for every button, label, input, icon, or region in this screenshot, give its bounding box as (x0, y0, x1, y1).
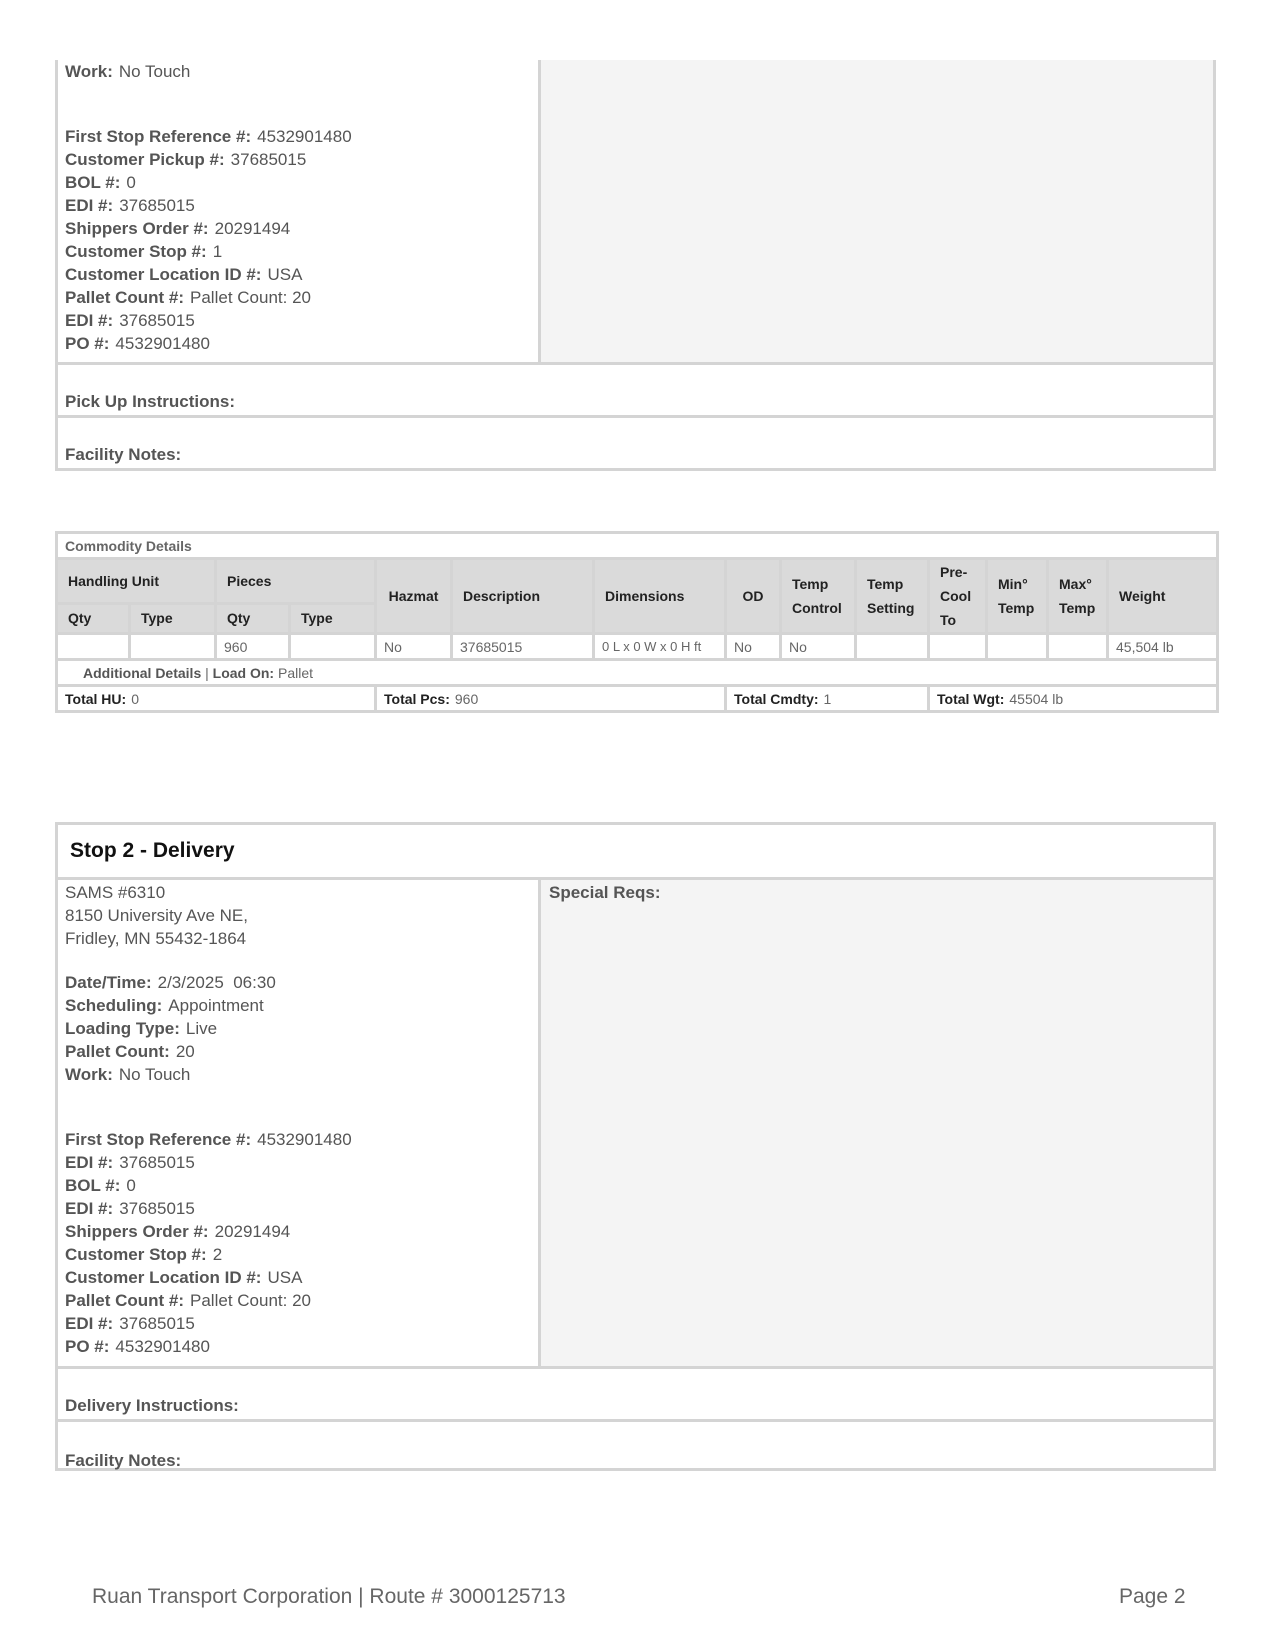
pieces-type-header: Type (290, 603, 376, 633)
description-cell: 37685015 (452, 634, 594, 660)
hu-type-header: Type (130, 603, 216, 633)
reference-row: EDI #: 37685015 (65, 1314, 195, 1333)
reference-row: Customer Location ID #: USA (65, 1268, 303, 1287)
temp-control-cell: No (781, 634, 856, 660)
detail-row: Date/Time: 2/3/2025 06:30 (65, 973, 276, 992)
totals-row (57, 686, 1218, 712)
precool-cell (929, 634, 987, 660)
pieces-type-cell (290, 634, 376, 660)
stop2-left-column (58, 880, 541, 1366)
total-cmdty: Total Cmdty: 1 (726, 686, 929, 712)
commodity-panel (55, 531, 1216, 713)
divider (58, 1419, 1213, 1422)
reference-row: Shippers Order #: 20291494 (65, 1222, 291, 1241)
reference-row: First Stop Reference #: 4532901480 (65, 127, 352, 146)
reference-row: Customer Location ID #: USA (65, 265, 303, 284)
description-header: Description (452, 559, 594, 634)
stop1-reference-list (65, 125, 538, 355)
detail-row: Loading Type: Live (65, 1019, 218, 1038)
weight-cell: 45,504 lb (1108, 634, 1218, 660)
precool-header: Pre-Cool To (929, 559, 987, 634)
handling-unit-header: Handling Unit (57, 559, 216, 604)
hazmat-header: Hazmat (376, 559, 452, 634)
weight-header: Weight (1108, 559, 1218, 634)
total-wgt: Total Wgt: 45504 lb (929, 686, 1218, 712)
temp-control-header: Temp Control (781, 559, 856, 634)
reference-row: EDI #: 37685015 (65, 1199, 195, 1218)
pieces-qty-header: Qty (216, 603, 290, 633)
stop2-title: Stop 2 - Delivery (58, 825, 1213, 880)
stop1-panel (55, 60, 1216, 471)
reference-row: PO #: 4532901480 (65, 1337, 210, 1356)
stop1-special-reqs-area (541, 60, 1213, 362)
stop2-address: SAMS #6310 8150 University Ave NE, Fridley, MN 55432-1864 (65, 883, 248, 948)
reference-row: EDI #: 37685015 (65, 1153, 195, 1172)
hu-qty-cell (57, 634, 130, 660)
dimensions-header: Dimensions (594, 559, 726, 634)
reference-row: EDI #: 37685015 (65, 311, 195, 330)
stop1-work: Work: No Touch (65, 62, 191, 81)
temp-setting-header: Temp Setting (856, 559, 929, 634)
reference-row: Customer Stop #: 2 (65, 1245, 223, 1264)
od-cell: No (726, 634, 781, 660)
stop2-details (65, 971, 538, 1086)
divider (58, 1366, 1213, 1369)
hazmat-cell: No (376, 634, 452, 660)
stop2-reference-list (65, 1128, 538, 1358)
reference-row: Pallet Count #: Pallet Count: 20 (65, 288, 311, 307)
divider (58, 362, 1213, 365)
od-header: OD (726, 559, 781, 634)
stop1-left-column (58, 60, 541, 362)
detail-row: Pallet Count: 20 (65, 1042, 195, 1061)
pickup-instructions-label: Pick Up Instructions: (65, 392, 236, 411)
detail-row: Work: No Touch (65, 1065, 191, 1084)
stop2-special-reqs-area (541, 880, 1213, 1366)
reference-row: PO #: 4532901480 (65, 334, 210, 353)
footer-company-route: Ruan Transport Corporation | Route # 3000125713 (92, 1585, 566, 1608)
pieces-qty-cell: 960 (216, 634, 290, 660)
reference-row: Shippers Order #: 20291494 (65, 219, 291, 238)
total-pcs: Total Pcs: 960 (376, 686, 726, 712)
hu-type-cell (130, 634, 216, 660)
max-temp-cell (1048, 634, 1108, 660)
facility-notes-label: Facility Notes: (65, 1451, 182, 1470)
min-temp-cell (987, 634, 1048, 660)
pieces-header: Pieces (216, 559, 376, 604)
table-row (57, 634, 1218, 660)
reference-row: BOL #: 0 (65, 173, 136, 192)
delivery-instructions-label: Delivery Instructions: (65, 1396, 239, 1415)
additional-details: Additional Details | Load On: Pallet (57, 660, 1218, 686)
hu-qty-header: Qty (57, 603, 130, 633)
divider (58, 415, 1213, 418)
stop2-body (58, 880, 1213, 1366)
stop2-panel (55, 822, 1216, 1471)
commodity-title: Commodity Details (57, 533, 1218, 559)
reference-row: Customer Pickup #: 37685015 (65, 150, 307, 169)
min-temp-header: Min° Temp (987, 559, 1048, 634)
commodity-table (55, 531, 1219, 713)
max-temp-header: Max° Temp (1048, 559, 1108, 634)
reference-row: Pallet Count #: Pallet Count: 20 (65, 1291, 311, 1310)
temp-setting-cell (856, 634, 929, 660)
reference-row: BOL #: 0 (65, 1176, 136, 1195)
footer-page-number: Page 2 (1119, 1585, 1186, 1608)
reference-row: Customer Stop #: 1 (65, 242, 223, 261)
facility-notes-label: Facility Notes: (65, 445, 182, 464)
reference-row: EDI #: 37685015 (65, 196, 195, 215)
total-hu: Total HU: 0 (57, 686, 376, 712)
reference-row: First Stop Reference #: 4532901480 (65, 1130, 352, 1149)
dimensions-cell: 0 L x 0 W x 0 H ft (594, 634, 726, 660)
detail-row: Scheduling: Appointment (65, 996, 264, 1015)
special-reqs-label: Special Reqs: (549, 883, 661, 902)
